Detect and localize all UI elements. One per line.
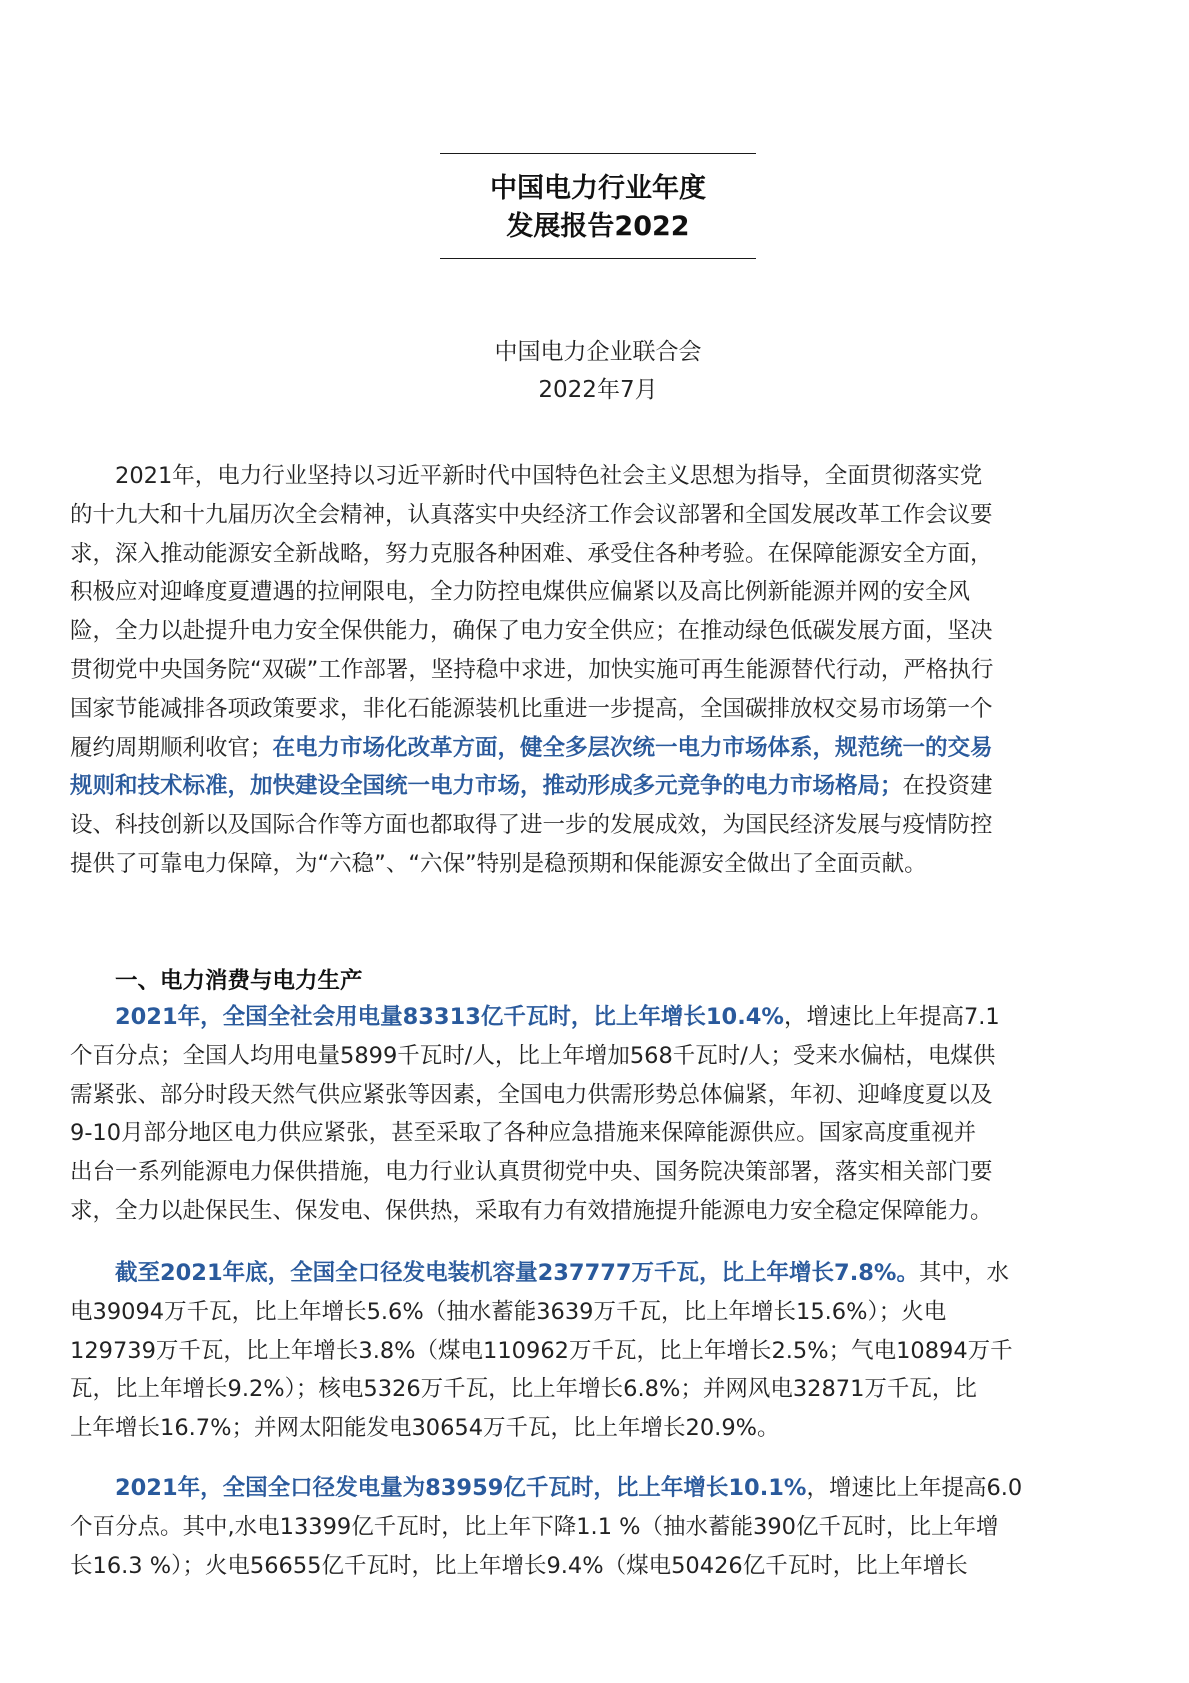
- intro-paragraph: [70, 457, 1130, 884]
- plain-text: 履约周期顺利收官；: [70, 734, 273, 761]
- title-bottom-rule: [440, 258, 756, 259]
- publish-date: 2022年7月: [538, 377, 658, 403]
- text-line: [70, 767, 1130, 806]
- report-title: [340, 170, 856, 246]
- text-line: 个百分点。其中,水电13399亿千瓦时，比上年下降1.1 %（抽水蓄能390亿千瓦时，比上年增: [70, 1513, 999, 1540]
- publisher-block: [340, 333, 856, 409]
- text-line: 积极应对迎峰度夏遭遇的拉闸限电，全力防控电煤供应偏紧以及高比例新能源并网的安全风: [70, 579, 971, 606]
- text-line: 上年增长16.7%；并网太阳能发电30654万千瓦，比上年增长20.9%。: [70, 1415, 780, 1442]
- text-line: 2021年，电力行业坚持以习近平新时代中国特色社会主义思想为指导，全面贯彻落实党: [115, 463, 983, 489]
- text-line: 提供了可靠电力保障，为“六稳”、“六保”特别是稳预期和保能源安全做出了全面贡献。: [70, 850, 927, 877]
- text-line: 求，全力以赴保民生、保发电、保供热，采取有力有效措施提升能源电力安全稳定保障能力。: [70, 1197, 993, 1224]
- plain-text: 其中，水: [918, 1260, 1009, 1286]
- highlighted-text: 2021年，全国全口径发电量为83959亿千瓦时，比上年增长10.1%: [115, 1475, 807, 1501]
- title-line-1: 中国电力行业年度: [490, 173, 706, 204]
- text-line: 贯彻党中央国务院“双碳”工作部署，坚持稳中求进，加快实施可再生能源替代行动，严格执行: [70, 656, 994, 683]
- highlighted-text: 2021年，全国全社会用电量83313亿千瓦时，比上年增长10.4%: [115, 1004, 784, 1030]
- text-line: 电39094万千瓦，比上年增长5.6%（抽水蓄能3639万千瓦，比上年增长15.6%）；火电: [70, 1298, 947, 1325]
- text-line: 险，全力以赴提升电力安全保供能力，确保了电力安全供应；在推动绿色低碳发展方面，坚决: [70, 618, 993, 645]
- text-line: 长16.3 %）；火电56655亿千瓦时，比上年增长9.4%（煤电50426亿千瓦时，比上年增长: [70, 1552, 968, 1579]
- text-line: 9-10月部分地区电力供应紧张，甚至采取了各种应急措施来保障能源供应。国家高度重视并: [70, 1120, 977, 1147]
- text-line: 129739万千瓦，比上年增长3.8%（煤电110962万千瓦，比上年增长2.5%；气电10894万千: [70, 1337, 1013, 1364]
- text-line: [70, 1469, 1130, 1508]
- organization-name: 中国电力企业联合会: [494, 339, 702, 365]
- plain-text: 在投资建: [902, 773, 993, 800]
- section-heading: 一、电力消费与电力生产: [115, 968, 363, 994]
- generation-paragraph: [70, 1469, 1130, 1585]
- text-line: 求，深入推动能源安全新战略，努力克服各种困难、承受住各种考验。在保障能源安全方面，: [70, 540, 993, 567]
- text-line: 需紧张、部分时段天然气供应紧张等因素，全国电力供需形势总体偏紧，年初、迎峰度夏以及: [70, 1081, 993, 1108]
- consumption-paragraph: [70, 998, 1130, 1231]
- text-line: 出台一系列能源电力保供措施，电力行业认真贯彻党中央、国务院决策部署，落实相关部门要: [70, 1159, 993, 1186]
- plain-text: ，增速比上年提高7.1: [783, 1004, 1000, 1030]
- text-line: [70, 729, 1130, 768]
- highlighted-text: 规则和技术标准，加快建设全国统一电力市场，推动形成多元竞争的电力市场格局；: [70, 773, 903, 800]
- title-line-2: 发展报告2022: [506, 211, 690, 242]
- text-line: 个百分点；全国人均用电量5899千瓦时/人，比上年增加568千瓦时/人；受来水偏枯，电煤供: [70, 1042, 996, 1069]
- text-line: 的十九大和十九届历次全会精神，认真落实中央经济工作会议部署和全国发展改革工作会议要: [70, 501, 993, 528]
- text-line: 瓦，比上年增长9.2%）；核电5326万千瓦，比上年增长6.8%；并网风电32871万千瓦，比: [70, 1376, 977, 1403]
- text-line: 设、科技创新以及国际合作等方面也都取得了进一步的发展成效，为国民经济发展与疫情防控: [70, 812, 993, 839]
- text-line: [70, 998, 1130, 1037]
- highlighted-text: 截至2021年底，全国全口径发电装机容量237777万千瓦，比上年增长7.8%。: [115, 1260, 919, 1286]
- highlighted-text: 在电力市场化改革方面，健全多层次统一电力市场体系，规范统一的交易: [272, 734, 993, 761]
- text-line: 国家节能减排各项政策要求，非化石能源装机比重进一步提高，全国碳排放权交易市场第一个: [70, 695, 993, 722]
- text-line: [70, 1254, 1130, 1293]
- capacity-paragraph: [70, 1254, 1130, 1448]
- plain-text: ，增速比上年提高6.0: [806, 1475, 1023, 1501]
- title-top-rule: [440, 153, 756, 154]
